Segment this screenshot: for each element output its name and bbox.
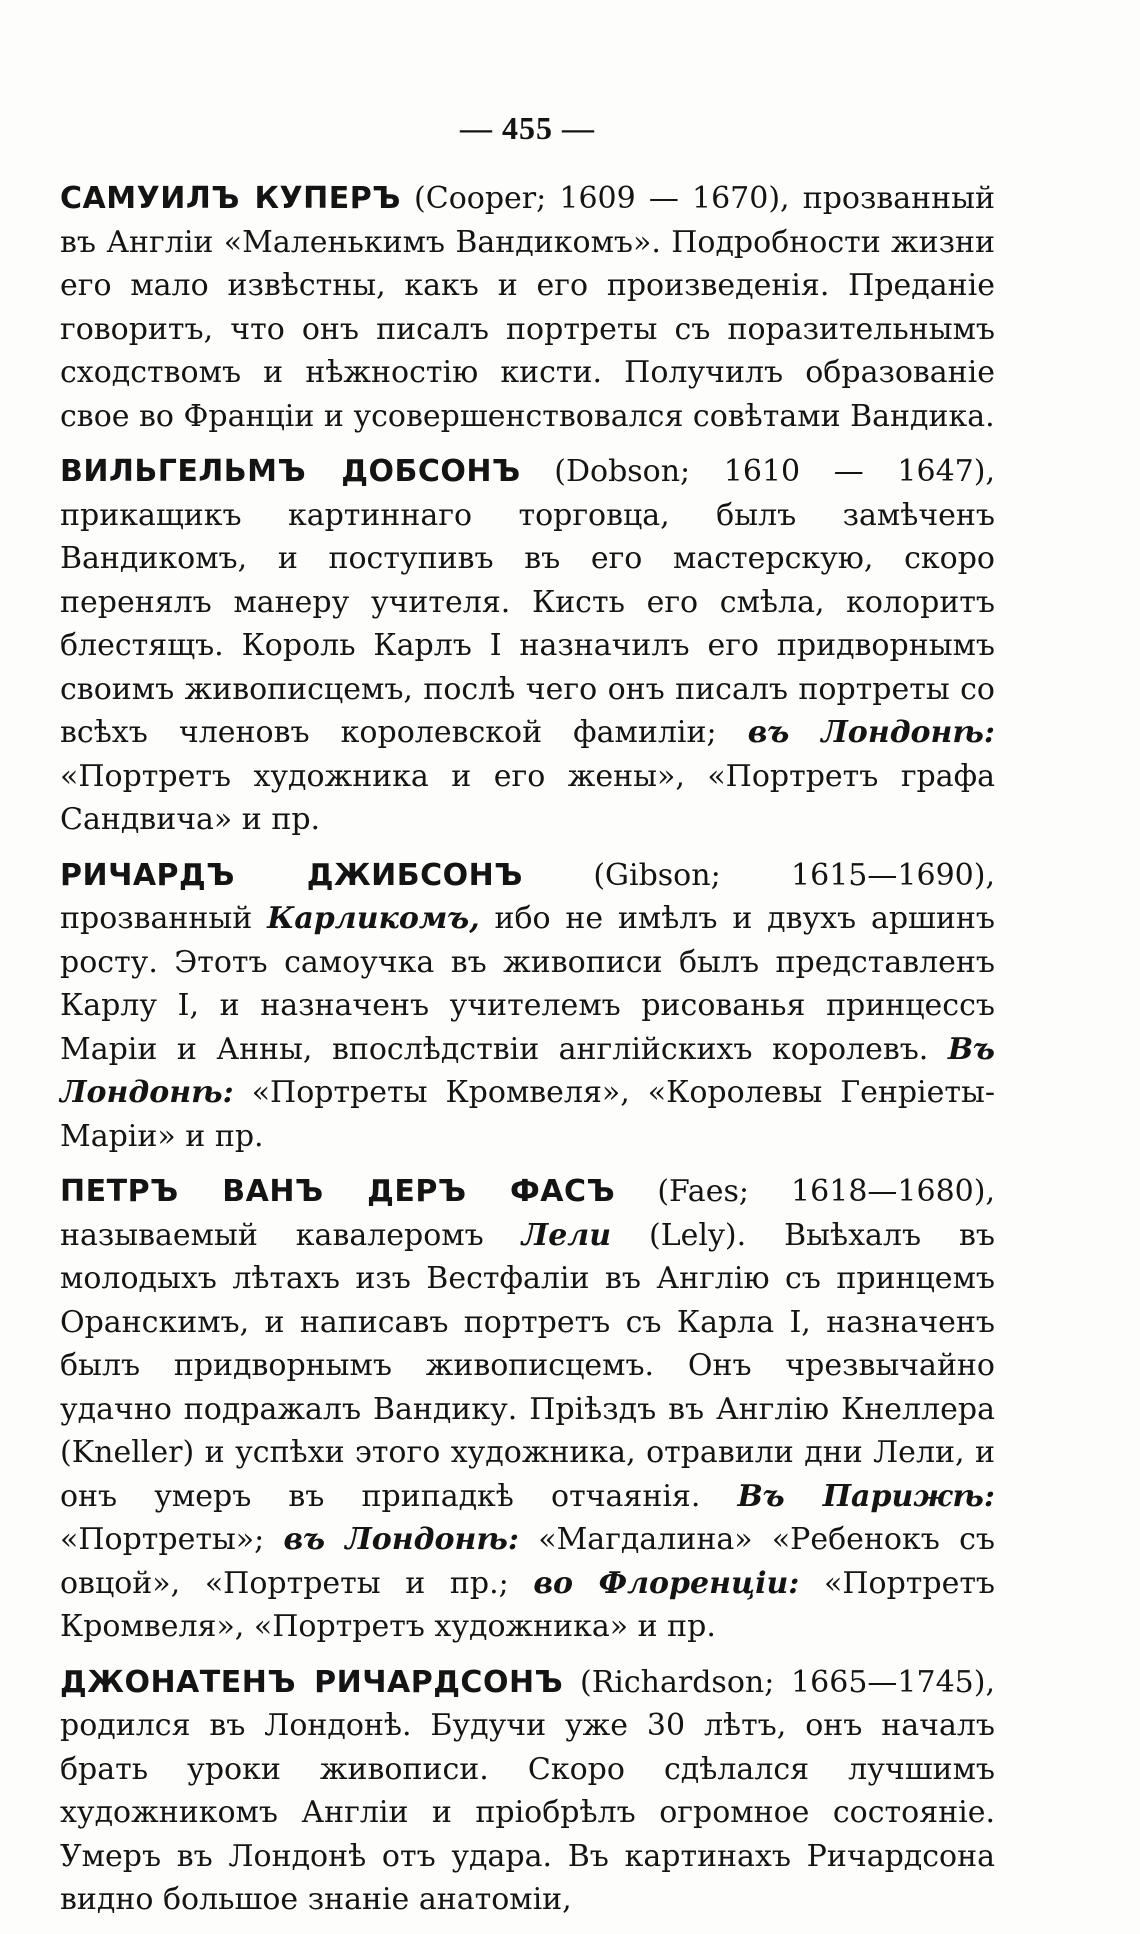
location-label: Въ Парижѣ: [737,1478,996,1514]
entry-gibson [60,854,995,1159]
entry-text: (Faes; 1618—1680), называемый кавалеромъ [60,1174,995,1253]
entry-dobson [60,450,995,842]
page-number: — 455 — [460,110,595,146]
artist-name: ВИЛЬГЕЛЬМЪ ДОБСОНЪ [60,454,521,489]
entry-text: (Gibson; 1615—1690), прозванный [60,857,995,936]
entry-text: (Lely). Выѣхалъ въ молодыхъ лѣтахъ изъ Вестфаліи въ Англію съ принцемъ Оранскимъ, и написавъ портретъ съ Карла I, назначенъ былъ придворнымъ живописцемъ. Онъ чрезвычайно удачно подражалъ Вандику. Пріѣздъ въ Англію Кнеллера (Kneller) и успѣхи этого художника, отравили дни Лели, и онъ умеръ въ припадкѣ отчаянія. [60,1217,996,1514]
location-label: въ Лондонѣ: [283,1522,519,1557]
location-label: въ Лондонѣ: [747,715,995,750]
entry-cooper [60,177,995,438]
entry-text: «Портреты Кромвеля», «Королевы Генріеты-Маріи» и пр. [60,1075,995,1154]
artist-name: РИЧАРДЪ ДЖИБСОНЪ [60,857,523,893]
nickname: Карликомъ, [267,901,480,936]
entry-text: «Портреты»; [60,1522,284,1557]
artist-name: САМУИЛЪ КУПЕРЪ [60,181,401,216]
entry-text: ибо не имѣлъ и двухъ аршинъ росту. Этотъ самоучка въ живописи былъ представленъ Карлу I, и назначенъ учителемъ рисованья принцессъ Маріи и Анны, впослѣдствіи англійскихъ королевъ. [60,901,995,1067]
entry-text: (Dobson; 1610 — 1647), прикащикъ картиннаго торговца, былъ замѣченъ Вандикомъ, и поступивъ въ его мастерскую, скоро перенялъ манеру учителя. Кисть его смѣла, колоритъ блестящъ. Король Карлъ I назначилъ его придворнымъ своимъ живописцемъ, послѣ чего онъ писалъ портреты со всѣхъ членовъ королевской фамиліи; [60,454,995,750]
entry-text: (Cooper; 1609 — 1670), прозванный въ Англіи «Маленькимъ Вандикомъ». Подробности жизни его мало извѣстны, какъ и его произведенія. Преданіе говоритъ, что онъ писалъ портреты съ поразительнымъ сходствомъ и нѣжностію кисти. Получилъ образованіе свое во Франціи и усовершенствовался совѣтами Вандика. [60,181,995,434]
artist-name: ПЕТРЪ ВАНЪ ДЕРЪ ФАСЪ [60,1174,616,1209]
entry-text: «Магдалина» «Ребенокъ съ овцой», «Портреты и пр.; [60,1522,995,1601]
entry-text: (Richardson; 1665—1745), родился въ Лондонѣ. Будучи уже 30 лѣтъ, онъ началъ брать уроки живописи. Скоро сдѣлался лучшимъ художникомъ Англіи и пріобрѣлъ огромное состояніе. Умеръ въ Лондонѣ отъ удара. Въ картинахъ Ричардсона видно большое знаніе анатоміи, [60,1664,995,1917]
nickname: Лели [521,1217,612,1253]
entry-faes [60,1170,995,1649]
location-label: Въ Лондонѣ: [60,1031,995,1110]
artist-name: ДЖОНАТЕНЪ РИЧАРДСОНЪ [60,1664,564,1700]
entry-text: «Портретъ художника и его жены», «Портретъ графа Сандвича» и пр. [60,758,995,837]
location-label: во Флоренціи: [533,1565,800,1601]
entry-text: «Портретъ Кромвеля», «Портретъ художника» и пр. [60,1565,996,1644]
entry-richardson [60,1661,995,1922]
book-page [60,110,995,1934]
